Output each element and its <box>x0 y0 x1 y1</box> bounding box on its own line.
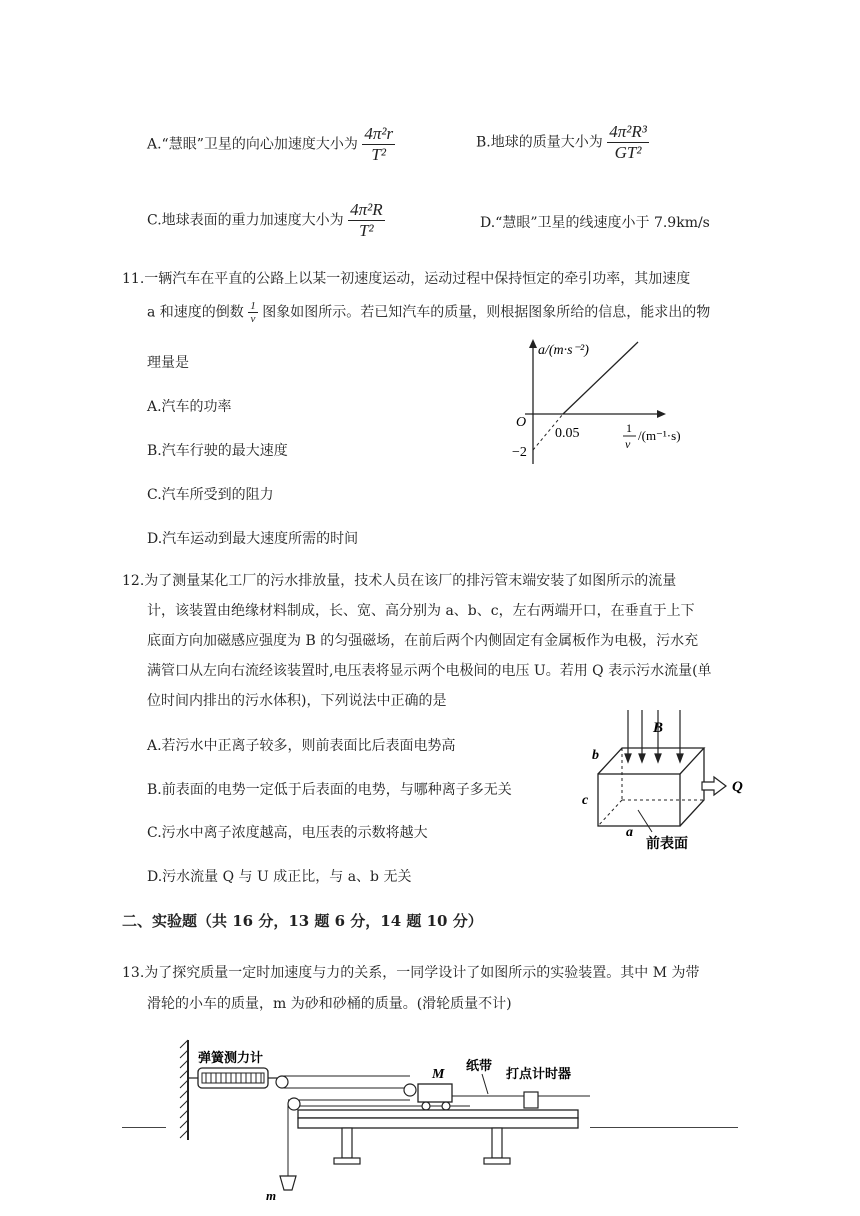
q10-option-a <box>147 124 395 165</box>
q12-option-b: B.前表面的电势一定低于后表面的电势，与哪种离子多无关 <box>147 782 512 798</box>
q11-stem-line2-pre: a 和速度的倒数 <box>147 304 244 321</box>
paper-tape-pointer <box>482 1074 488 1094</box>
label-front-surface: 前表面 <box>646 837 688 852</box>
q12-flowmeter-figure <box>580 706 760 856</box>
spring-scale <box>188 1068 278 1088</box>
q12-stem-line2: 计，该装置由绝缘材料制成，长、宽、高分别为 a、b、c，左右两端开口，在垂直于上下 <box>147 603 695 619</box>
magnetic-field-arrows <box>625 710 683 762</box>
q12-option-a: A.若污水中正离子较多，则前表面比后表面电势高 <box>147 738 456 754</box>
footer-rule-right <box>590 1127 738 1128</box>
y-axis-label: a/(m·s⁻²) <box>538 343 589 358</box>
fraction-denominator: T² <box>371 145 386 164</box>
label-M: M <box>432 1067 445 1082</box>
fraction-numerator: 4π²r <box>364 124 394 143</box>
q11-option-d: D.汽车运动到最大速度所需的时间 <box>147 531 359 547</box>
q12-option-c: C.污水中离子浓度越高，电压表的示数将越大 <box>147 825 428 841</box>
q11-stem-line1: 11.一辆汽车在平直的公路上以某一初速度运动，运动过程中保持恒定的牵引功率，其加速度 <box>122 271 691 287</box>
q11-option-b: B.汽车行驶的最大速度 <box>147 443 288 459</box>
q12-stem-line3: 底面方向加磁感应强度为 B 的匀强磁场，在前后两个内侧固定有金属板作为电极，污水充 <box>147 633 699 649</box>
flow-direction-arrow <box>702 777 726 795</box>
q11-stem-line2-post: 图象如图所示。若已知汽车的质量，则根据图象所给的信息，能求出的物 <box>262 304 711 321</box>
table-top <box>298 1118 578 1128</box>
y-axis-arrow <box>529 339 537 348</box>
x-axis-arrow <box>657 410 666 418</box>
q13-apparatus-figure <box>170 1036 590 1216</box>
box-right-face <box>680 748 704 826</box>
footer-rule-left <box>122 1127 166 1128</box>
fraction-denominator: T² <box>359 221 374 240</box>
q10-option-a-text: A.“慧眼”卫星的向心加速度大小为 <box>147 136 358 153</box>
y-tick-label: −2 <box>512 445 527 460</box>
q10-option-b-fraction <box>607 122 649 163</box>
label-m: m <box>266 1188 277 1203</box>
q13-stem-line2: 滑轮的小车的质量，m 为砂和砂桶的质量。(滑轮质量不计) <box>147 996 512 1012</box>
q10-option-b-text: B.地球的质量大小为 <box>476 134 603 151</box>
q10-option-a-fraction <box>362 124 395 165</box>
label-B: B <box>653 720 664 736</box>
q11-stem-line2 <box>147 300 710 325</box>
q10-option-c <box>147 200 385 241</box>
q12-option-d: D.污水流量 Q 与 U 成正比，与 a、b 无关 <box>147 869 412 885</box>
sand-bucket <box>280 1176 296 1190</box>
table-legs <box>334 1128 510 1164</box>
q10-option-b <box>476 122 649 163</box>
q11-inline-fraction <box>248 300 258 325</box>
q11-option-a: A.汽车的功率 <box>147 399 232 415</box>
upper-pulley <box>276 1076 288 1088</box>
x-axis-label-unit: /(m⁻¹·s) <box>638 428 681 443</box>
label-Q: Q <box>732 779 743 795</box>
box-top-face <box>598 748 704 774</box>
q10-option-c-text: C.地球表面的重力加速度大小为 <box>147 212 344 229</box>
front-surface-pointer <box>638 810 652 832</box>
q12-stem-line5: 位时间内排出的污水体积)，下列说法中正确的是 <box>147 693 447 709</box>
q12-stem-line4: 满管口从左向右流经该装置时,电压表将显示两个电极间的电压 U。若用 Q 表示污水流量(单 <box>147 663 712 679</box>
box-front-face <box>598 774 680 826</box>
fraction-numerator: 1 <box>250 300 256 312</box>
x-tick-label: 0.05 <box>555 426 580 441</box>
q11-option-c: C.汽车所受到的阻力 <box>147 487 274 503</box>
label-c: c <box>582 793 589 808</box>
label-b: b <box>592 748 599 763</box>
label-a: a <box>626 825 633 840</box>
table-pulley <box>288 1098 300 1110</box>
wall <box>180 1040 188 1140</box>
x-axis-label-den: v <box>625 437 631 451</box>
origin-label: O <box>516 415 527 430</box>
fraction-numerator: 4π²R <box>350 200 383 219</box>
q12-stem-line1: 12.为了测量某化工厂的污水排放量，技术人员在该厂的排污管末端安装了如图所示的流量 <box>122 573 677 589</box>
q10-option-c-fraction <box>348 200 385 241</box>
fraction-numerator: 4π²R³ <box>609 122 647 141</box>
q10-option-d: D.“慧眼”卫星的线速度小于 7.9km/s <box>480 215 710 231</box>
fraction-denominator: v <box>250 313 256 325</box>
q11-stem-line3: 理量是 <box>147 355 189 371</box>
dot-timer <box>524 1092 538 1108</box>
q11-graph <box>500 336 710 466</box>
box-hidden-edges <box>598 748 704 826</box>
label-spring-scale: 弹簧测力计 <box>198 1050 264 1065</box>
x-axis-label-num: 1 <box>626 421 632 435</box>
label-paper-tape: 纸带 <box>466 1058 493 1073</box>
label-dot-timer: 打点计时器 <box>506 1066 572 1081</box>
section-heading: 二、实验题（共 16 分，13 题 6 分，14 题 10 分） <box>122 912 483 930</box>
q13-stem-line1: 13.为了探究质量一定时加速度与力的关系，一同学设计了如图所示的实验装置。其中 M 为带 <box>122 965 700 981</box>
track-board <box>298 1110 578 1118</box>
fraction-denominator: GT² <box>614 143 642 162</box>
